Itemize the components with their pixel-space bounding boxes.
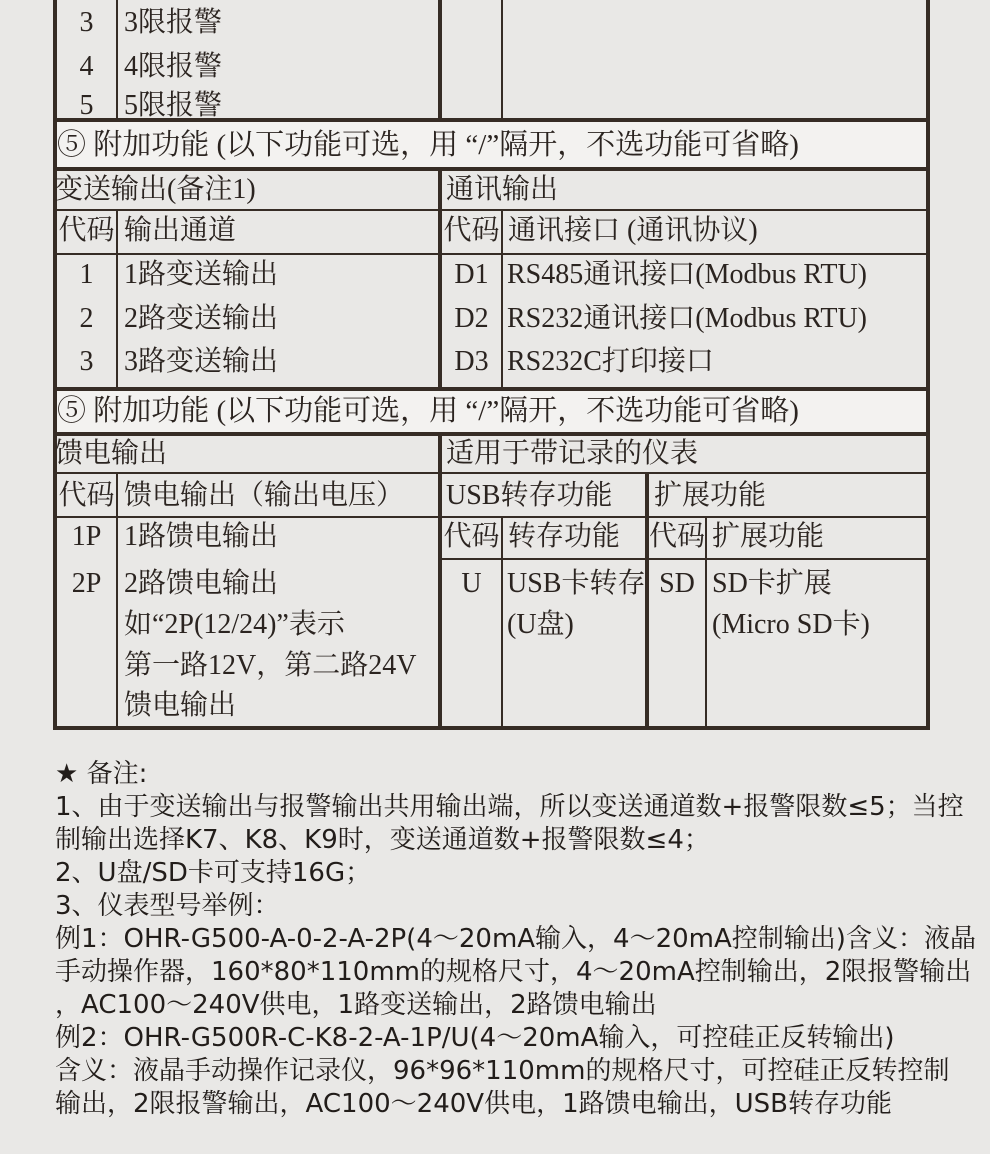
section-5-header: ⑤ 附加功能 (以下功能可选，用 “/”隔开，不选功能可省略) <box>57 129 799 161</box>
transmit-row-code: 2 <box>79 303 94 334</box>
table-divider-mid <box>438 0 442 118</box>
alarm-row-label: 4限报警 <box>124 51 223 82</box>
comm-row-desc: RS232C打印接口 <box>507 346 714 377</box>
power-row-desc: 2路馈电输出 <box>124 568 279 599</box>
comm-row-code: D1 <box>454 259 489 290</box>
transmit-row-code: 1 <box>79 259 94 290</box>
ext-row-desc: SD卡扩展 <box>712 568 832 599</box>
power-code-header: 代码 <box>58 480 115 511</box>
comm-row-code: D2 <box>454 303 489 334</box>
comm-code-header: 代码 <box>443 215 500 246</box>
alarm-row-label: 3限报警 <box>124 7 223 38</box>
transmit-code-header: 代码 <box>58 215 115 246</box>
comm-row-desc: RS485通讯接口(Modbus RTU) <box>507 259 868 290</box>
remarks-block <box>55 758 975 1121</box>
table-divider-code-left <box>116 0 118 118</box>
table-divider-code-right <box>501 209 503 387</box>
ext-desc-header: 扩展功能 <box>712 521 825 552</box>
power-note-line: 第一路12V，第二路24V <box>124 650 417 681</box>
ext-code-header: 代码 <box>649 521 706 552</box>
alarm-row-label: 5限报警 <box>124 90 223 121</box>
ext-row-code: SD <box>659 568 695 599</box>
table-divider-code-right <box>501 0 503 118</box>
table-rule <box>53 167 930 171</box>
table-divider-code-right <box>501 516 503 726</box>
power-row-code: 2P <box>71 568 102 599</box>
table-rule <box>53 516 930 518</box>
usb-code-header: 代码 <box>443 521 500 552</box>
table-rule <box>53 209 930 211</box>
usb-group-header: USB转存功能 <box>446 480 613 511</box>
remark-line: 例1：OHR-G500-A-0-2-A-2P(4～20mA输入，4～20mA控制输出)含义：液晶 <box>55 924 976 954</box>
remark-line: 3、仪表型号举例： <box>55 891 280 921</box>
section-5-header: ⑤ 附加功能 (以下功能可选，用 “/”隔开，不选功能可省略) <box>57 395 799 427</box>
usb-row-desc: USB卡转存 <box>507 568 646 599</box>
power-row-desc: 1路馈电输出 <box>124 521 279 552</box>
usb-row-code: U <box>461 568 482 599</box>
table-divider-code-left <box>116 209 118 387</box>
alarm-row-code: 3 <box>79 7 94 38</box>
power-title: 馈电输出 <box>55 438 168 469</box>
ext-group-header: 扩展功能 <box>654 480 767 511</box>
table-rule <box>53 253 930 255</box>
transmit-row-desc: 1路变送输出 <box>124 259 279 290</box>
usb-desc-header: 转存功能 <box>508 521 621 552</box>
transmit-row-code: 3 <box>79 346 94 377</box>
alarm-row-code: 4 <box>79 51 94 82</box>
power-note-line: 如“2P(12/24)”表示 <box>124 609 345 640</box>
remark-line: 手动操作器，160*80*110mm的规格尺寸，4～20mA控制输出，2限报警输出 <box>55 957 972 987</box>
table-border-bottom <box>53 726 930 730</box>
remark-line: 例2：OHR-G500R-C-K8-2-A-1P/U(4～20mA输入，可控硅正反转输出) <box>55 1023 895 1053</box>
table-divider-ext-code <box>705 516 707 726</box>
power-note-line: 馈电输出 <box>124 690 237 721</box>
comm-row-code: D3 <box>454 346 489 377</box>
remark-line: 1、由于变送输出与报警输出共用输出端，所以变送通道数+报警限数≤5；当控 <box>55 792 964 822</box>
power-desc-header: 馈电输出（输出电压） <box>124 480 405 511</box>
power-row-code: 1P <box>71 521 102 552</box>
alarm-row-code: 5 <box>79 90 94 121</box>
table-rule-right-half <box>440 558 930 560</box>
transmit-row-desc: 2路变送输出 <box>124 303 279 334</box>
transmit-desc-header: 输出通道 <box>124 215 237 246</box>
usb-row-desc2: (U盘) <box>507 609 574 640</box>
remarks-title: ★ 备注: <box>55 759 148 789</box>
remark-line: 制输出选择K7、K8、K9时，变送通道数+报警限数≤4； <box>55 825 710 855</box>
table-rule <box>53 472 930 474</box>
comm-title: 通讯输出 <box>446 174 559 205</box>
remark-line: 含义：液晶手动操作记录仪，96*96*110mm的规格尺寸，可控硅正反转控制 <box>55 1056 950 1086</box>
table-divider-code-left <box>116 472 118 726</box>
table-border-right <box>926 0 930 730</box>
remark-line: ，AC100～240V供电，1路变送输出，2路馈电输出 <box>55 990 657 1020</box>
comm-desc-header: 通讯接口 (通讯协议) <box>508 215 758 246</box>
transmit-row-desc: 3路变送输出 <box>124 346 279 377</box>
remark-line: 2、U盘/SD卡可支持16G； <box>55 858 372 888</box>
record-title: 适用于带记录的仪表 <box>446 438 699 469</box>
remark-line: 输出，2限报警输出，AC100～240V供电，1路馈电输出，USB转存功能 <box>55 1089 892 1119</box>
comm-row-desc: RS232通讯接口(Modbus RTU) <box>507 303 868 334</box>
ext-row-desc2: (Micro SD卡) <box>712 609 870 640</box>
transmit-title: 变送输出(备注1) <box>55 174 256 205</box>
